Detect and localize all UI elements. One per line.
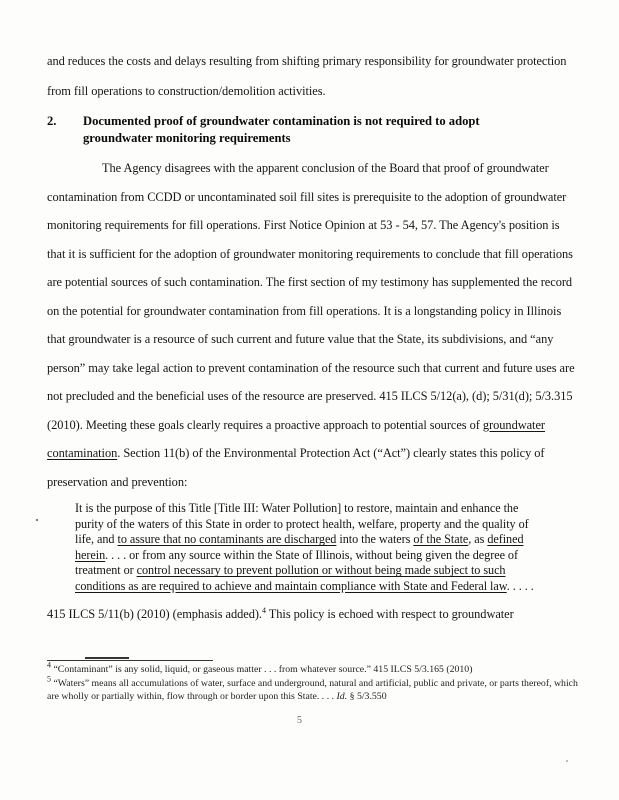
- section-number: 2.: [47, 114, 57, 128]
- continuation-text: and reduces the costs and delays resulting from shifting primary responsibility for groundwater protection from fill operations to construction/demolition activities.: [47, 54, 567, 98]
- footnote-1: [47, 660, 587, 677]
- footnote-1-text: “Contaminant” is any solid, liquid, or gaseous matter . . . from whatever source.” 415 ILCS 5/3.165 (2010): [51, 664, 473, 675]
- footnote-separator-dash: [85, 657, 129, 659]
- footnote-2-cite-id: Id.: [336, 691, 348, 702]
- quote-underline-4: control necessary to prevent pollution or without being made subject to such conditions as are required to achieve and maintain compliance with State and Federal law: [75, 563, 507, 593]
- footnote-separator-rule: [47, 660, 213, 661]
- underlined-phrase: groundwater contamination: [47, 417, 545, 460]
- section-heading-text: Documented proof of groundwater contamination is not required to adopt groundwater monitoring requirements: [83, 114, 480, 145]
- quote-underline-2: of the State: [413, 532, 469, 547]
- quote-text-3: , as: [468, 532, 488, 547]
- citation-text: 415 ILCS 5/11(b) (2010) (emphasis added).: [47, 606, 262, 621]
- scan-artifact-dot: [36, 519, 38, 521]
- section-heading: [47, 113, 576, 147]
- footnote-area: [47, 660, 587, 704]
- citation-after-text: This policy is echoed with respect to groundwater: [265, 606, 514, 621]
- paragraph-text-1: The Agency disagrees with the apparent conclusion of the Board that proof of groundwater contamination from CCDD or uncontaminated soil fill sites is prerequisite to the adoption of groundwater monitoring requirements for fill operations. First Notice Opinion at 53 - 54, 57. The Agency's position is that it is sufficient for the adoption of groundwater monitoring requirements to conclude that fill operations are potential sources of such contamination. The first section of my testimony has supplemented the record on the potential for groundwater contamination from fill operations. It is a longstanding policy in Illinois that groundwater is a resource of such current and future value that the State, its subdivisions, and “any person” may take legal action to prevent contamination of the resource such that current and future uses are not precluded and the beneficial uses of the resource are preserved. 415 ILCS 5/12(a), (d); 5/31(d); 5/3.315 (2010). Meeting these goals clearly requires a proactive approach to potential sources of: [47, 161, 575, 432]
- citation-line: [47, 601, 576, 628]
- quote-text-4: . . . . or from any source within the State of Illinois, without being given the degree of treatment or: [75, 547, 518, 578]
- paragraph-text-2: . Section 11(b) of the Environmental Protection Act (“Act”) clearly states this policy of preservation and prevention:: [47, 446, 545, 489]
- quote-text-1: It is the purpose of this Title [Title III: Water Pollution] to restore, maintain and enhance the purity of the waters of this State in order to protect health, welfare, property and the quality of life, and: [75, 501, 529, 547]
- paragraph-continuation: [47, 46, 576, 106]
- footnote-2: [47, 674, 587, 704]
- page-number: 5: [297, 715, 302, 726]
- quote-text-2: into the waters: [336, 532, 414, 547]
- document-content: [47, 46, 576, 628]
- scan-artifact-dot: [566, 760, 568, 762]
- footnote-1-marker: 4: [47, 660, 51, 670]
- footnote-2-text: “Waters” means all accumulations of water, surface and underground, natural and artificial, public and private, or parts thereof, which are wholly or partially within, flow through or border upon this State. . . .: [47, 677, 578, 702]
- footnote-2-marker: 5: [47, 674, 51, 684]
- footnote-2-cite-section: § 5/3.550: [347, 691, 387, 702]
- footnote-reference: 4: [261, 605, 266, 615]
- quote-underline-1: to assure that no contaminants are discharged: [117, 532, 337, 547]
- quote-underline-3: defined herein: [75, 532, 524, 562]
- statute-block-quote: [75, 501, 545, 595]
- body-paragraph: [47, 154, 576, 496]
- quote-text-5: . . . . .: [506, 578, 534, 593]
